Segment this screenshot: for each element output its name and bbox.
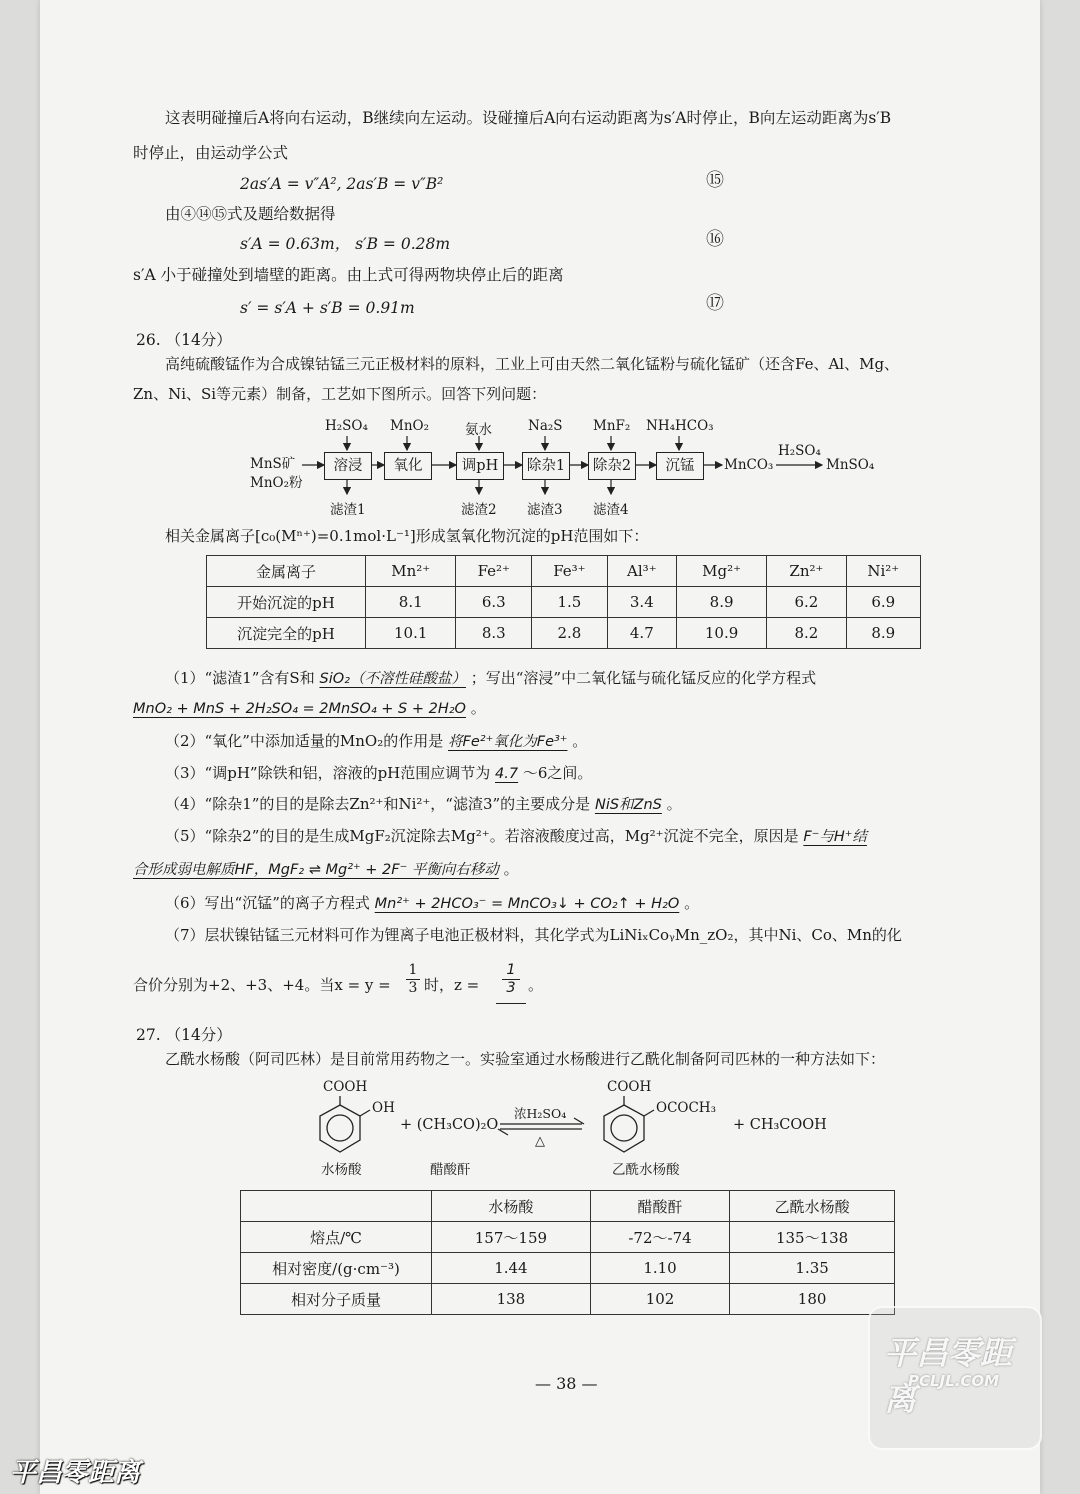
table-cell: 157～159 [432, 1222, 591, 1253]
reagent-label: MnF₂ [593, 418, 631, 434]
equation: 2as′A = v″A², 2as′B = v″B² [240, 175, 444, 193]
table-caption: 相关金属离子[c₀(Mⁿ⁺)=0.1mol·L⁻¹]形成氢氧化物沉淀的pH范围如下： [165, 527, 649, 545]
table-cell: 135～138 [730, 1222, 895, 1253]
product-label: MnSO₄ [826, 457, 875, 473]
question-text: （4）“除杂1”的目的是除去Zn²⁺和Ni²⁺，“滤渣3”的主要成分是 [165, 795, 591, 813]
reagent-label: H₂SO₄ [325, 418, 368, 434]
equation-number: ⑯ [706, 229, 724, 250]
reagent-label: MnO₂ [390, 418, 429, 434]
handwritten-answer: Mn²⁺ + 2HCO₃⁻ = MnCO₃↓ + CO₂↑ + H₂O [374, 896, 680, 912]
question-text: （1）“滤渣1”含有S和 [165, 669, 315, 687]
product-label: MnCO₃ [724, 457, 774, 473]
raw-material-label: MnS矿 [250, 456, 296, 472]
table-cell: 8.1 [366, 587, 456, 618]
table-header-cell: 金属离子 [207, 556, 366, 587]
table-cell: 熔点/℃ [241, 1222, 432, 1253]
handwritten-answer: NiS和ZnS [594, 797, 662, 813]
flow-step-adjust-ph: 调pH [456, 452, 504, 480]
fraction-numerator: 1 [406, 962, 420, 980]
handwritten-answer: 合形成弱电解质HF，MgF₂ ⇌ Mg²⁺ + 2F⁻ 平衡向右移动 [133, 862, 499, 878]
handwritten-answer: 4.7 [495, 766, 519, 782]
table-cell: 10.1 [366, 618, 456, 649]
compound-name: 醋酸酐 [430, 1162, 471, 1178]
reactant-label: + (CH₃CO)₂O [400, 1117, 499, 1133]
table-cell: 6.3 [456, 587, 532, 618]
equation: s′A = 0.63m， s′B = 0.28m [240, 235, 451, 253]
equation: s′ = s′A + s′B = 0.91m [240, 299, 415, 317]
group-label: COOH [607, 1079, 652, 1095]
group-label: OCOCH₃ [656, 1100, 716, 1116]
table-header-cell: 乙酰水杨酸 [730, 1191, 895, 1222]
table-cell: 10.9 [676, 618, 766, 649]
table-header-cell: Mg²⁺ [676, 556, 766, 587]
table-cell: 1.44 [432, 1253, 591, 1284]
reagent-label: Na₂S [528, 418, 563, 434]
fraction-denominator: 3 [408, 980, 418, 996]
equation-number: ⑮ [706, 170, 724, 191]
question-text: 。 [684, 894, 700, 912]
table-header-cell: 水杨酸 [432, 1191, 591, 1222]
reagent-label: H₂SO₄ [778, 443, 821, 459]
table-header-cell: Mn²⁺ [366, 556, 456, 587]
fraction-numerator: 1 [502, 962, 520, 980]
table-row [241, 1253, 895, 1284]
watermark-corner: 平昌零距离 [10, 1458, 141, 1488]
table-cell: 8.3 [456, 618, 532, 649]
residue-label: 滤渣4 [593, 502, 629, 518]
table-cell: 2.8 [532, 618, 608, 649]
compound-name: 乙酰水杨酸 [612, 1162, 680, 1178]
table-cell: -72～-74 [590, 1222, 729, 1253]
sub-question-7-cont: 合价分别为+2、+3、+4。当x = y = [133, 976, 391, 994]
question-text: ；写出“溶浸”中二氧化锰与硫化锰反应的化学方程式 [470, 669, 817, 687]
question-heading: 27. （14分） [136, 1026, 232, 1044]
table-cell: 相对密度/(g·cm⁻³) [241, 1253, 432, 1284]
table-row [241, 1222, 895, 1253]
handwritten-answer: F⁻与H⁺结 [803, 829, 867, 845]
text-line: Zn、Ni、Si等元素）制备，工艺如下图所示。回答下列问题： [133, 385, 547, 403]
table-cell: 沉淀完全的pH [207, 618, 366, 649]
question-text: 时，z = [424, 976, 480, 994]
properties-table [240, 1190, 895, 1315]
table-header-cell: Fe²⁺ [456, 556, 532, 587]
handwritten-answer: 将Fe²⁺氧化为Fe³⁺ [448, 734, 568, 750]
text-line: 由④⑭⑮式及题给数据得 [165, 205, 336, 223]
product-label: + CH₃COOH [733, 1117, 827, 1133]
handwritten-answer: SiO₂（不溶性硅酸盐） [319, 671, 466, 687]
table-cell: 6.2 [767, 587, 846, 618]
watermark-url: PCLJL.COM [908, 1372, 1000, 1390]
table-cell: 开始沉淀的pH [207, 587, 366, 618]
table-header-cell: Zn²⁺ [767, 556, 846, 587]
table-cell: 相对分子质量 [241, 1284, 432, 1315]
table-cell: 1.10 [590, 1253, 729, 1284]
page-number: — 38 — [535, 1374, 598, 1393]
table-row [241, 1191, 895, 1222]
table-header-cell: Ni²⁺ [846, 556, 920, 587]
group-label: OH [372, 1100, 395, 1116]
table-cell: 8.9 [846, 618, 920, 649]
question-heading: 26. （14分） [136, 331, 232, 349]
text-line: 乙酰水杨酸（阿司匹林）是目前常用药物之一。实验室通过水杨酸进行乙酰化制备阿司匹林的一种方法如下： [165, 1050, 886, 1068]
table-row [241, 1284, 895, 1315]
question-text: （3）“调pH”除铁和铝，溶液的pH范围应调节为 [165, 764, 491, 782]
table-cell: 102 [590, 1284, 729, 1315]
sub-question-7: （7）层状镍钴锰三元材料可作为锂离子电池正极材料，其化学式为LiNiₓCoᵧMn_zO₂，其中Ni、Co、Mn的化 [165, 926, 902, 944]
raw-material-label: MnO₂粉 [250, 475, 303, 491]
flow-step-oxidation: 氧化 [384, 452, 432, 480]
text-line: s′A 小于碰撞处到墙壁的距离。由上式可得两物块停止后的距离 [133, 266, 564, 284]
handwritten-answer: MnO₂ + MnS + 2H₂SO₄ = 2MnSO₄ + S + 2H₂O [133, 701, 466, 717]
text-line: 这表明碰撞后A将向右运动，B继续向左运动。设碰撞后A向右运动距离为s′A时停止，B向左运动距离为s′B [165, 109, 892, 127]
question-text: ～6之间。 [522, 764, 593, 782]
reaction-condition: 浓H₂SO₄ [514, 1106, 567, 1121]
table-cell: 1.35 [730, 1253, 895, 1284]
flow-step-purify-1: 除杂1 [522, 452, 570, 480]
table-cell: 6.9 [846, 587, 920, 618]
reagent-label: 氨水 [465, 422, 492, 438]
question-text: 。 [572, 732, 588, 750]
flow-step-purify-2: 除杂2 [588, 452, 636, 480]
table-cell: 8.9 [676, 587, 766, 618]
question-text: 。 [528, 976, 544, 994]
table-cell: 1.5 [532, 587, 608, 618]
table-header-cell: 醋酸酐 [590, 1191, 729, 1222]
residue-label: 滤渣3 [527, 502, 563, 518]
question-text: （6）写出“沉锰”的离子方程式 [165, 894, 370, 912]
table-cell: 138 [432, 1284, 591, 1315]
question-text: 。 [503, 860, 519, 878]
equation-number: ⑰ [706, 293, 724, 314]
text-line: 高纯硫酸锰作为合成镍钴锰三元正极材料的原料，工业上可由天然二氧化锰粉与硫化锰矿（还含Fe、Al、Mg、 [165, 355, 900, 373]
table-cell: 4.7 [607, 618, 676, 649]
table-header-cell: Fe³⁺ [532, 556, 608, 587]
watermark-logo [868, 1306, 1042, 1450]
table-cell: 180 [730, 1284, 895, 1315]
reaction-condition: △ [535, 1134, 545, 1149]
question-text: 。 [666, 795, 682, 813]
question-text: （2）“氧化”中添加适量的MnO₂的作用是 [165, 732, 444, 750]
table-cell: 8.2 [767, 618, 846, 649]
residue-label: 滤渣2 [461, 502, 497, 518]
table-header-cell [241, 1191, 432, 1222]
flow-step-leaching: 溶浸 [324, 452, 372, 480]
compound-name: 水杨酸 [321, 1162, 362, 1178]
residue-label: 滤渣1 [330, 502, 366, 518]
flow-step-precipitate: 沉锰 [656, 452, 704, 480]
watermark-text: 平昌零距离 [884, 1334, 1013, 1418]
table-cell: 3.4 [607, 587, 676, 618]
question-text: 。 [470, 699, 486, 717]
reagent-label: NH₄HCO₃ [646, 418, 714, 434]
table-header-cell: Al³⁺ [607, 556, 676, 587]
question-text: （5）“除杂2”的目的是生成MgF₂沉淀除去Mg²⁺。若溶液酸度过高，Mg²⁺沉淀不完全，原因是 [165, 827, 799, 845]
group-label: COOH [323, 1079, 368, 1095]
text-line: 时停止，由运动学公式 [133, 144, 289, 162]
fraction-denominator: 3 [506, 980, 516, 996]
